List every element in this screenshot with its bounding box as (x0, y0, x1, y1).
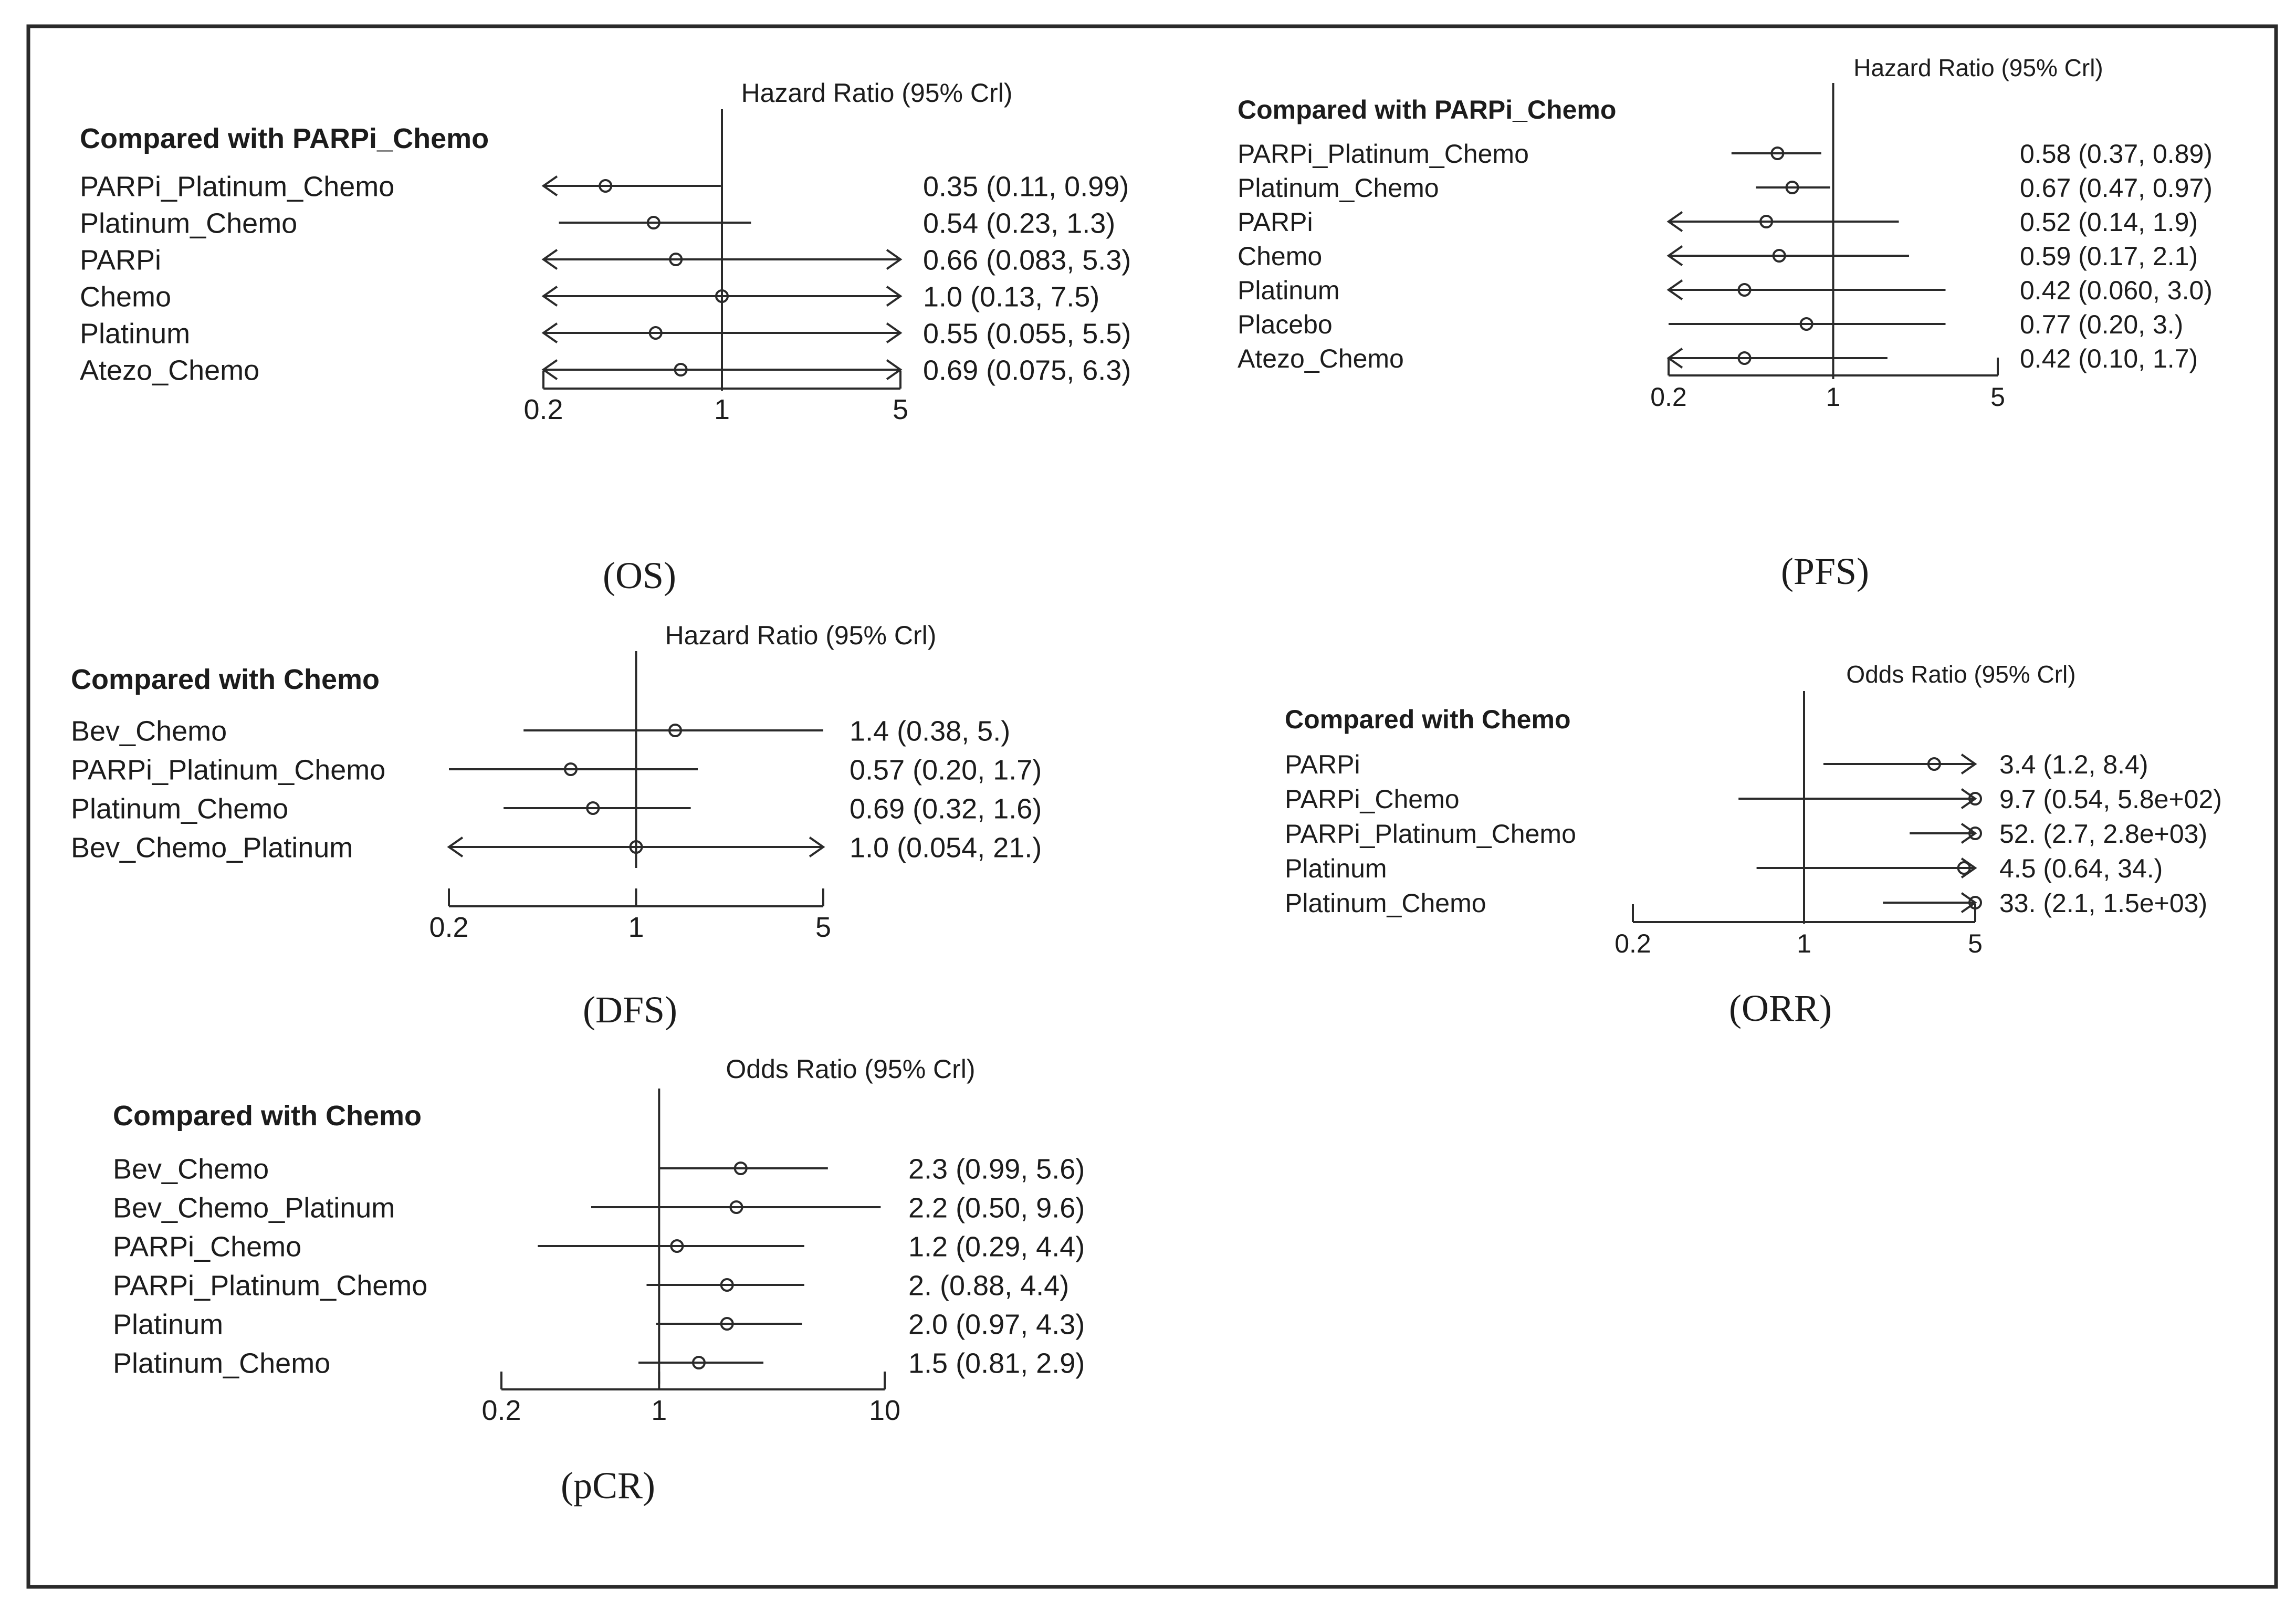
x-tick-label: 10 (868, 1395, 901, 1426)
row-estimate-text: 2. (0.88, 4.4) (908, 1270, 1070, 1302)
panel-caption: (OS) (603, 555, 676, 597)
x-tick-label: 0.2 (523, 394, 563, 425)
row-label: PARPi (1238, 207, 1313, 237)
row-estimate-text: 0.59 (0.17, 2.1) (2020, 242, 2198, 271)
row-estimate-text: 2.2 (0.50, 9.6) (908, 1192, 1085, 1224)
row-estimate-text: 0.35 (0.11, 0.99) (923, 171, 1129, 203)
x-tick-label: 0.2 (429, 912, 469, 943)
row-label: Platinum_Chemo (80, 207, 298, 239)
row-label: PARPi_Platinum_Chemo (1285, 819, 1576, 849)
x-tick-label: 1 (1797, 929, 1811, 958)
row-label: PARPi_Platinum_Chemo (71, 754, 386, 786)
row-label: Atezo_Chemo (1238, 344, 1404, 373)
x-tick-label: 1 (714, 394, 730, 425)
x-tick-label: 5 (815, 912, 832, 943)
row-estimate-text: 1.0 (0.054, 21.) (850, 832, 1042, 864)
row-label: Platinum (1238, 276, 1340, 305)
comparator-heading: Compared with Chemo (113, 1100, 422, 1132)
row-label: Platinum (80, 318, 191, 350)
row-estimate-text: 0.67 (0.47, 0.97) (2020, 173, 2213, 203)
row-estimate-text: 0.57 (0.20, 1.7) (850, 754, 1042, 786)
panel-caption: (pCR) (561, 1464, 655, 1507)
column-header: Hazard Ratio (95% Crl) (665, 621, 937, 650)
x-tick-label: 1 (1826, 382, 1841, 412)
row-estimate-text: 0.54 (0.23, 1.3) (923, 207, 1116, 239)
column-header: Hazard Ratio (95% Crl) (741, 78, 1013, 108)
row-estimate-text: 9.7 (0.54, 5.8e+02) (1999, 784, 2222, 814)
comparator-heading: Compared with PARPi_Chemo (1238, 95, 1617, 124)
panel-caption: (ORR) (1729, 987, 1832, 1029)
row-label: Bev_Chemo (71, 715, 227, 747)
x-tick-label: 1 (628, 912, 644, 943)
x-tick-label: 0.2 (481, 1395, 521, 1426)
row-label: Platinum_Chemo (71, 793, 289, 825)
row-estimate-text: 2.3 (0.99, 5.6) (908, 1153, 1085, 1185)
row-estimate-text: 2.0 (0.97, 4.3) (908, 1309, 1085, 1341)
row-estimate-text: 0.42 (0.10, 1.7) (2020, 344, 2198, 373)
row-estimate-text: 0.55 (0.055, 5.5) (923, 318, 1131, 350)
row-estimate-text: 52. (2.7, 2.8e+03) (1999, 819, 2208, 849)
row-estimate-text: 1.2 (0.29, 4.4) (908, 1231, 1085, 1263)
row-estimate-text: 0.77 (0.20, 3.) (2020, 310, 2184, 339)
row-estimate-text: 3.4 (1.2, 8.4) (1999, 750, 2148, 779)
row-estimate-text: 0.42 (0.060, 3.0) (2020, 276, 2213, 305)
row-estimate-text: 33. (2.1, 1.5e+03) (1999, 888, 2208, 918)
column-header: Odds Ratio (95% Crl) (726, 1054, 976, 1084)
row-label: Chemo (1238, 242, 1323, 271)
column-header: Hazard Ratio (95% Crl) (1853, 54, 2103, 81)
row-label: Platinum_Chemo (113, 1347, 331, 1379)
x-tick-label: 5 (1990, 382, 2005, 412)
row-label: Bev_Chemo (113, 1153, 269, 1185)
column-header: Odds Ratio (95% Crl) (1846, 661, 2076, 688)
row-estimate-text: 4.5 (0.64, 34.) (1999, 854, 2163, 883)
comparator-heading: Compared with Chemo (71, 664, 380, 695)
row-label: Bev_Chemo_Platinum (113, 1192, 395, 1224)
row-label: Placebo (1238, 310, 1333, 339)
row-label: Bev_Chemo_Platinum (71, 832, 353, 864)
row-estimate-text: 0.69 (0.075, 6.3) (923, 354, 1131, 386)
row-label: PARPi_Platinum_Chemo (113, 1270, 428, 1302)
row-estimate-text: 1.5 (0.81, 2.9) (908, 1347, 1085, 1379)
row-estimate-text: 0.66 (0.083, 5.3) (923, 244, 1131, 276)
x-tick-label: 0.2 (1650, 382, 1687, 412)
row-label: PARPi_Chemo (1285, 784, 1460, 814)
row-estimate-text: 0.58 (0.37, 0.89) (2020, 139, 2213, 169)
x-tick-label: 0.2 (1614, 929, 1651, 958)
row-label: PARPi_Platinum_Chemo (80, 171, 395, 203)
row-label: Platinum_Chemo (1285, 888, 1486, 918)
x-tick-label: 1 (651, 1395, 667, 1426)
comparator-heading: Compared with Chemo (1285, 705, 1571, 734)
row-estimate-text: 1.4 (0.38, 5.) (850, 715, 1011, 747)
row-label: Platinum (1285, 854, 1387, 883)
row-estimate-text: 1.0 (0.13, 7.5) (923, 281, 1100, 313)
figure-border (28, 26, 2276, 1587)
row-label: PARPi_Chemo (113, 1231, 302, 1263)
row-label: Chemo (80, 281, 172, 313)
x-tick-label: 5 (892, 394, 909, 425)
row-label: Platinum_Chemo (1238, 173, 1439, 203)
row-label: Atezo_Chemo (80, 354, 260, 386)
row-label: PARPi (80, 244, 162, 276)
row-estimate-text: 0.69 (0.32, 1.6) (850, 793, 1042, 825)
row-estimate-text: 0.52 (0.14, 1.9) (2020, 207, 2198, 237)
panel-caption: (PFS) (1780, 550, 1870, 592)
row-label: Platinum (113, 1309, 224, 1341)
row-label: PARPi_Platinum_Chemo (1238, 139, 1529, 169)
comparator-heading: Compared with PARPi_Chemo (80, 123, 489, 154)
x-tick-label: 5 (1968, 929, 1983, 958)
panel-caption: (DFS) (582, 989, 678, 1031)
row-label: PARPi (1285, 750, 1360, 779)
